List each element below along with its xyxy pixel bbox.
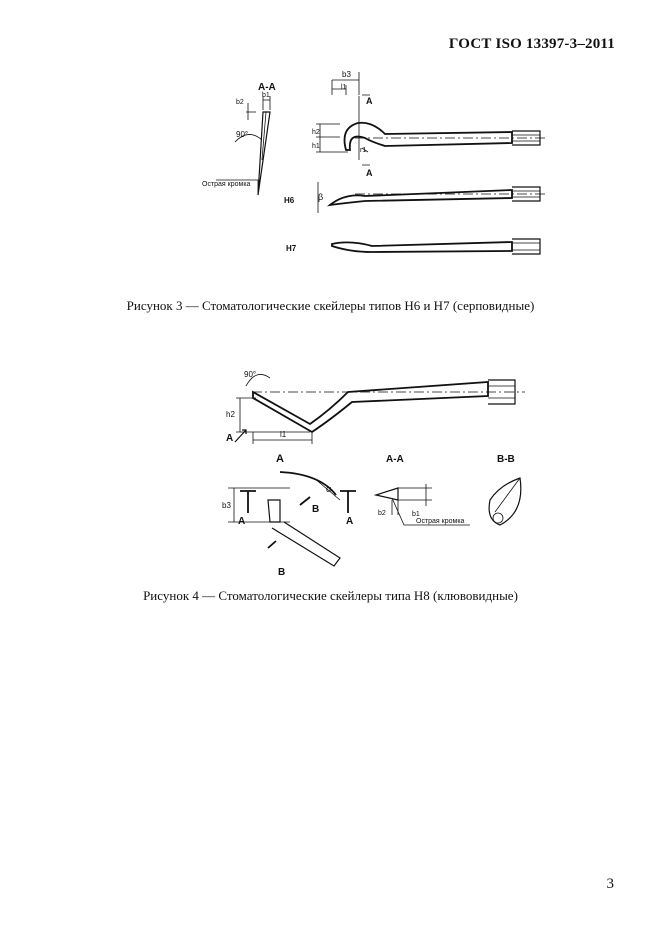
section-arrow-top: A [366, 96, 373, 106]
page-number: 3 [606, 876, 614, 892]
section-a-left: A [238, 516, 246, 527]
section-b-top: B [312, 504, 320, 515]
scaler-h6-side-view [312, 70, 548, 178]
scaler-h8-side-view [226, 370, 525, 444]
figure-4-caption: Рисунок 4 — Стоматологические скейлеры типа H8 (клювовидные) [143, 588, 518, 603]
type-h7-label: H7 [286, 244, 297, 253]
dim-l1: l1 [280, 430, 287, 439]
dim-b1: b1 [412, 511, 420, 518]
dim-b1: b1 [262, 92, 270, 99]
dim-h1: h1 [312, 143, 320, 150]
section-bb-title: B-B [497, 454, 515, 465]
scaler-h6 [284, 182, 548, 213]
figure-4-drawing [0, 360, 661, 580]
dim-b2: b2 [378, 510, 386, 517]
dim-h2: h2 [226, 410, 235, 419]
type-h6-label: H6 [284, 196, 295, 205]
dim-h2: h2 [312, 129, 320, 136]
angle-90: 90° [244, 370, 257, 379]
section-aa-label: A-A [258, 82, 276, 93]
dim-b3: b3 [222, 501, 231, 510]
view-arrow-label: A [226, 433, 234, 444]
section-aa-detail [376, 454, 470, 525]
section-aa-title: A-A [386, 454, 404, 465]
scaler-h7 [286, 239, 540, 254]
dim-b2: b2 [236, 99, 244, 106]
section-b-bottom: B [278, 567, 286, 578]
angle-alpha: α [326, 484, 332, 494]
view-a-title: A [276, 453, 284, 465]
section-aa-detail [202, 82, 276, 195]
edge-label: Острая кромка [202, 181, 251, 188]
dim-l1: l1 [341, 84, 347, 91]
section-bb-detail [489, 454, 521, 525]
section-a-right: A [346, 516, 354, 527]
dim-b3: b3 [342, 70, 351, 79]
section-arrow-bottom: A [366, 168, 373, 178]
figure-3-drawing [0, 60, 661, 280]
angle-90: 90° [236, 130, 249, 139]
edge-label: Острая кромка [416, 518, 465, 525]
figure-3-caption: Рисунок 3 — Стоматологические скейлеры типов H6 и H7 (серповидные) [126, 298, 535, 313]
view-a-detail [222, 453, 356, 578]
document-standard-header: ГОСТ ISO 13397-3–2011 [448, 36, 615, 52]
angle-beta: β [318, 192, 324, 202]
dim-r1: r1 [360, 147, 367, 154]
